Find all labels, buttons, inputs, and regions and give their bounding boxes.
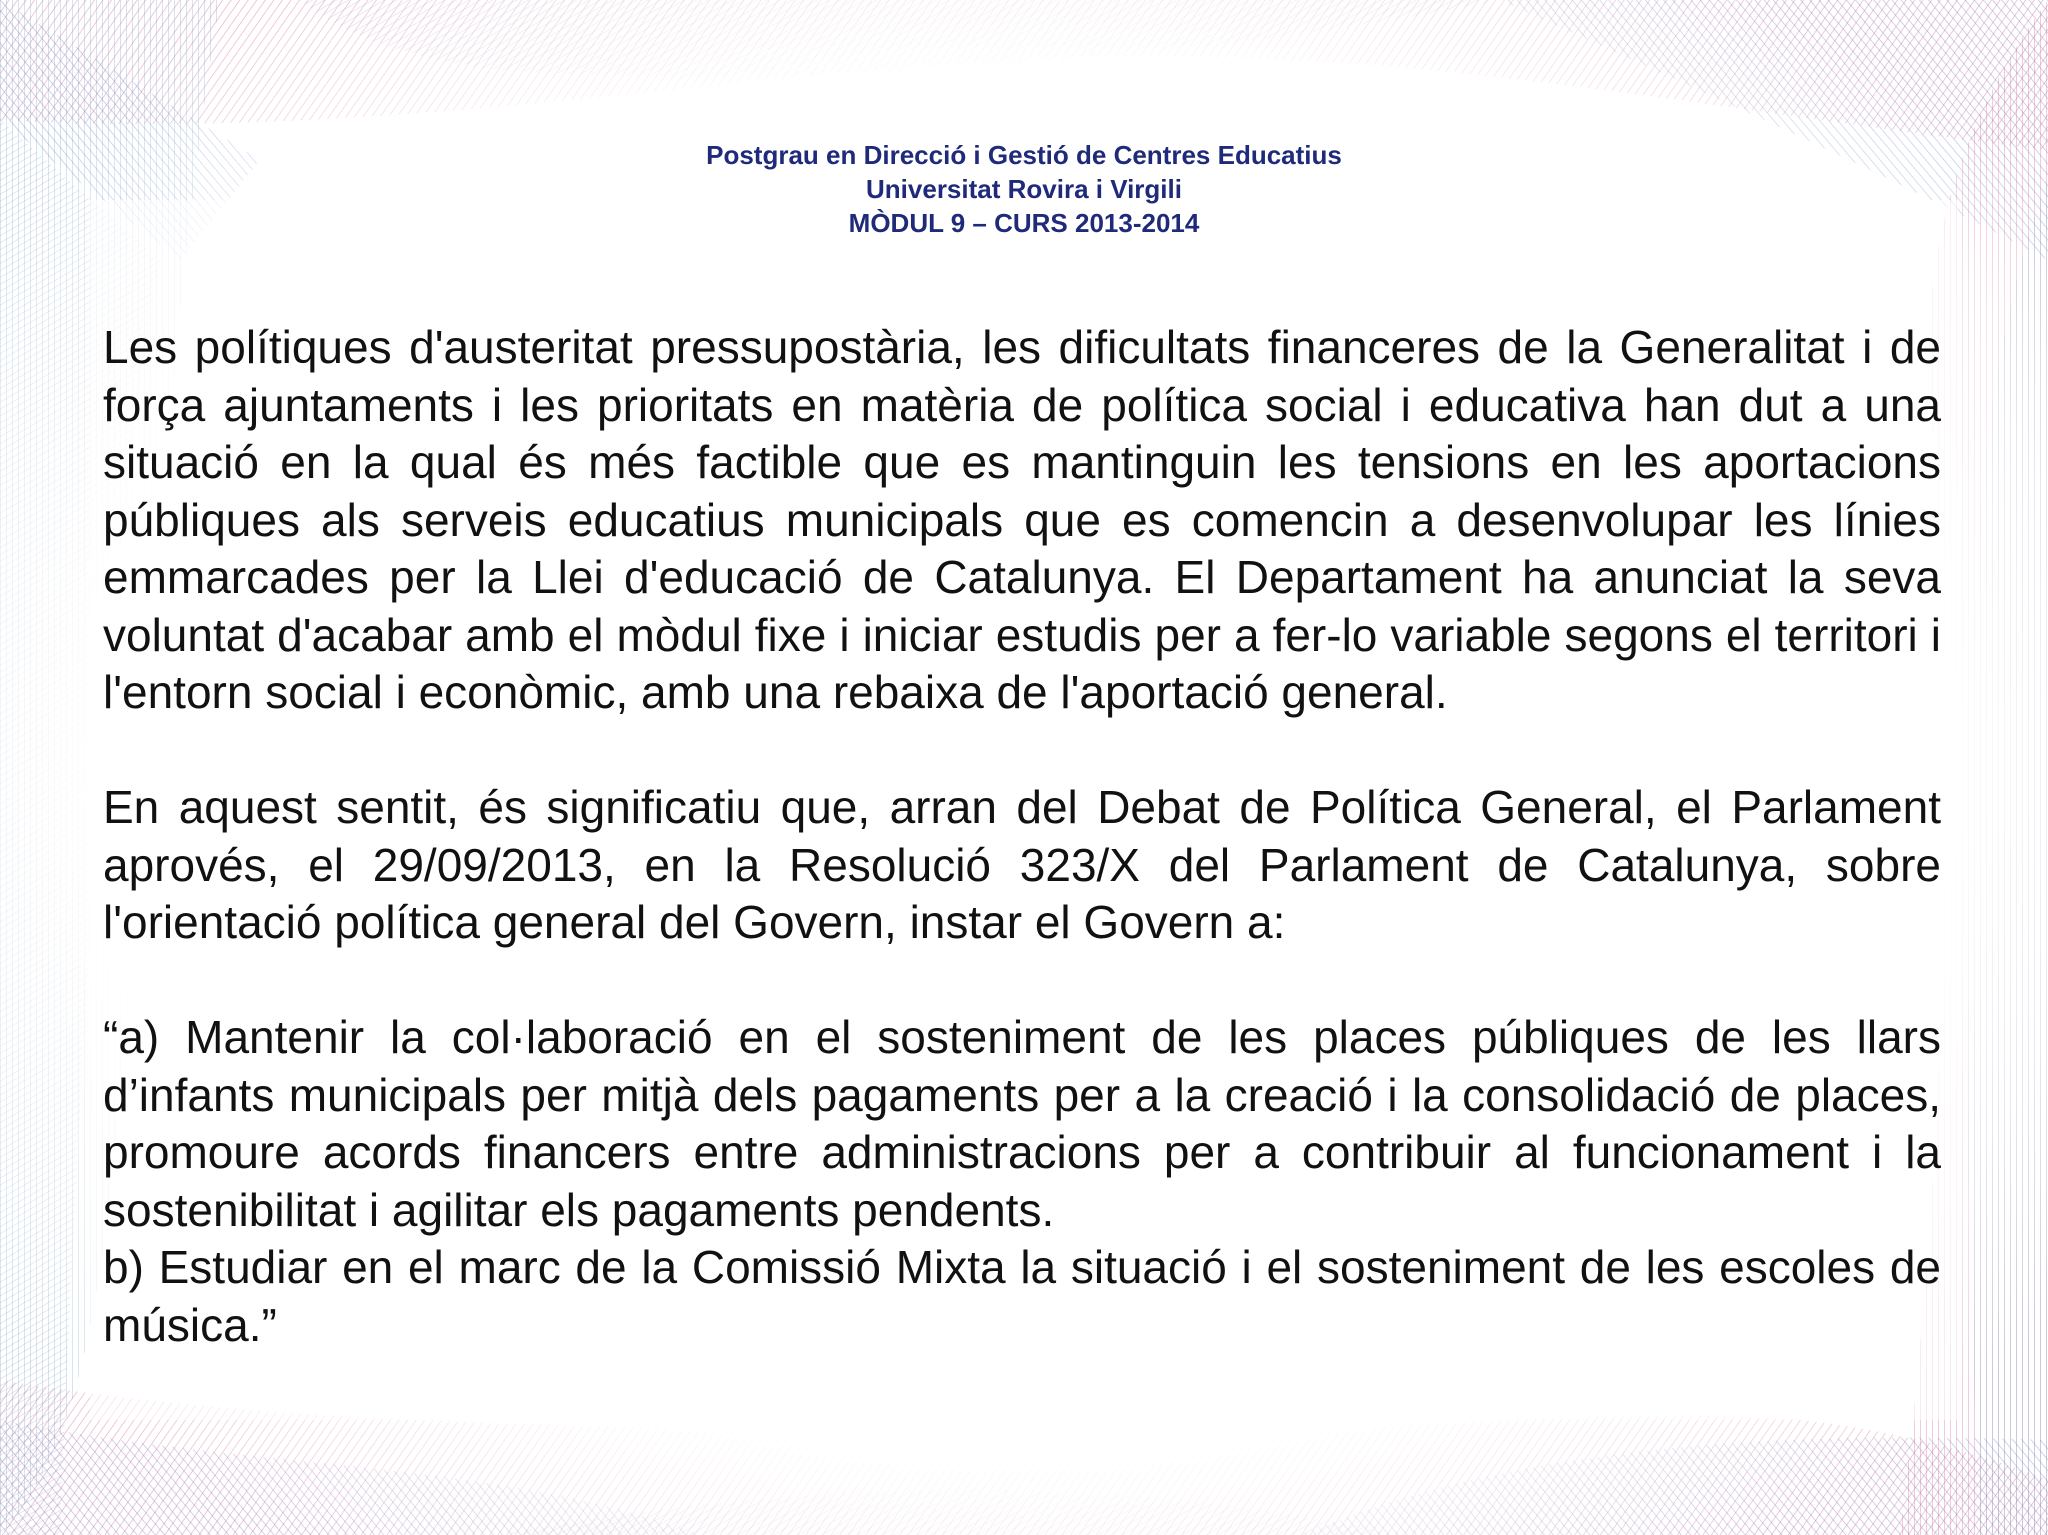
module-course: MÒDUL 9 – CURS 2013-2014 — [848, 208, 1200, 238]
paragraph-austerity: Les polítiques d'austeritat pressupostària, les dificultats financeres de la Generalitat i de força ajuntaments i les prioritats en matèria de política social i educativa han dut a una situació en la qual és més factible que es mantinguin les tensions en les aportacions públiques als serveis educatius municipals que es comencin a desenvolupar les línies emmarcades per la Llei d'educació de Catalunya. El Departament ha anunciat la seva voluntat d'acabar amb el mòdul fixe i iniciar estudis per a fer-lo variable segons el territori i l'entorn social i econòmic, amb una rebaixa de l'aportació general. — [103, 321, 1941, 718]
quote-item-a: “a) Mantenir la col·laboració en el sosteniment de les places públiques de les llars d’infants municipals per mitjà dels pagaments per a la creació i la consolidació de places, promoure acords financers entre administracions per a contribuir al funcionament i la sostenibilitat i agilitar els pagaments pendents. — [103, 1011, 1941, 1236]
paragraph-spacer — [103, 722, 1941, 780]
paragraph-spacer — [103, 952, 1941, 1010]
paragraph-parliament: En aquest sentit, és significatiu que, arran del Debat de Política General, el Parlament aprovés, el 29/09/2013, en la Resolució 323/X del Parlament de Catalunya, sobre l'orientació política general del Govern, instar el Govern a: — [103, 781, 1941, 948]
quote-item-b: b) Estudiar en el marc de la Comissió Mixta la situació i el sosteniment de les escoles de música.” — [103, 1241, 1941, 1351]
course-title: Postgrau en Direcció i Gestió de Centres Educatius — [706, 140, 1342, 170]
slide-body — [103, 319, 1941, 1354]
university-name: Universitat Rovira i Virgili — [866, 174, 1182, 204]
course-header — [0, 138, 2048, 240]
